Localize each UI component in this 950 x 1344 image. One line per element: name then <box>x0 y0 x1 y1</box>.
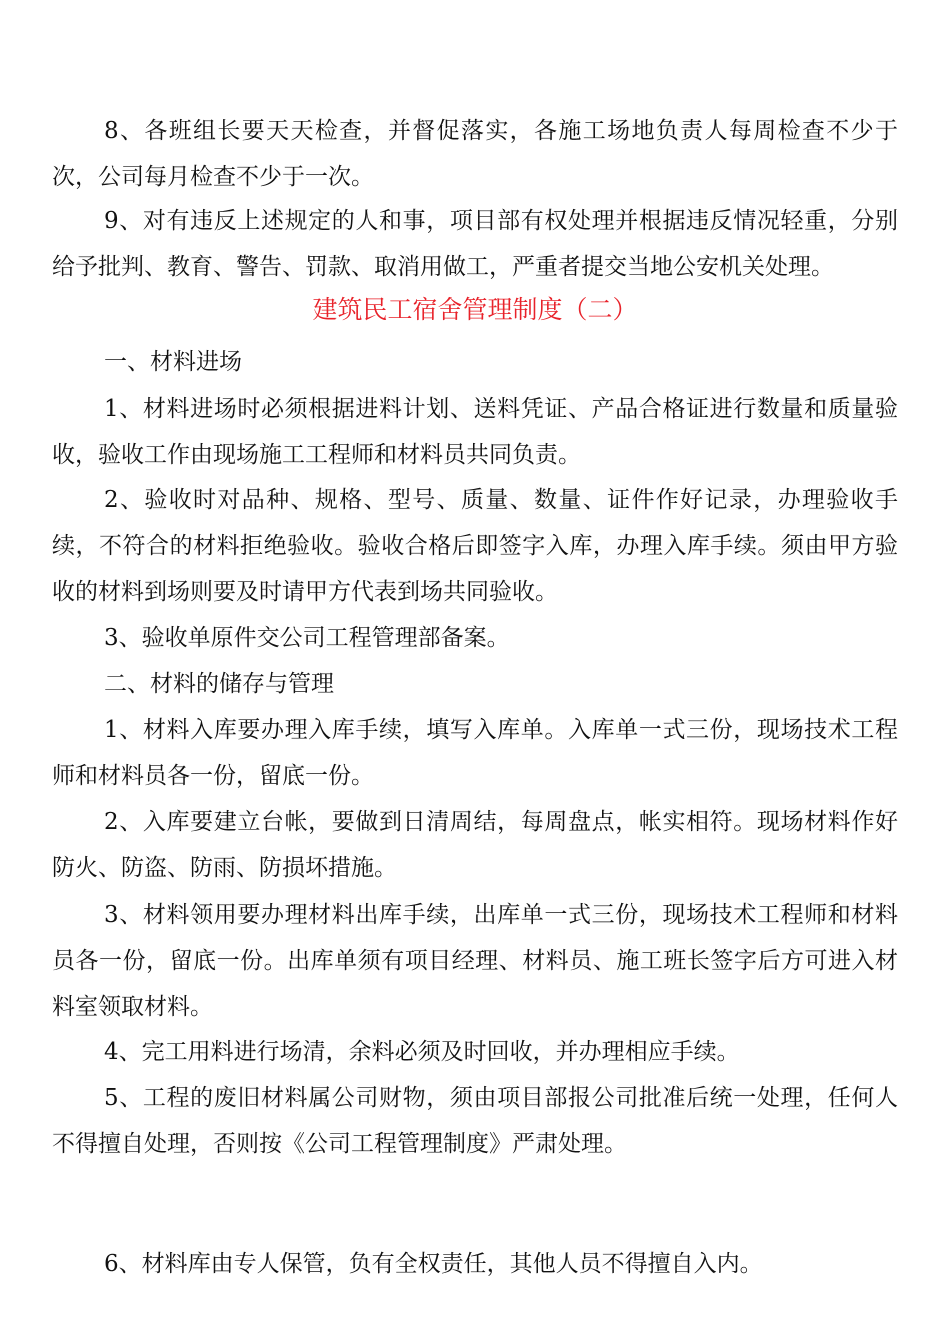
paragraph-item-9: 9、对有违反上述规定的人和事，项目部有权处理并根据违反情况轻重，分别给予批判、教育、警告、罚款、取消用做工，严重者提交当地公安机关处理。 <box>52 208 898 280</box>
section2-item-4: 4、完工用料进行场清，余料必须及时回收，并办理相应手续。 <box>104 1039 740 1065</box>
section2-item-2: 2、入库要建立台帐，要做到日清周结，每周盘点，帐实相符。现场材料作好防火、防盗、防雨、防损坏措施。 <box>52 809 898 881</box>
section2-item-3: 3、材料领用要办理材料出库手续，出库单一式三份，现场技术工程师和材料员各一份，留底一份。出库单须有项目经理、材料员、施工班长签字后方可进入材料室领取材料。 <box>52 902 898 1020</box>
document-title: 建筑民工宿舍管理制度（二） <box>312 295 638 324</box>
paragraph-item-8: 8、各班组长要天天检查，并督促落实，各施工场地负责人每周检查不少于次，公司每月检查不少于一次。 <box>52 118 898 190</box>
section1-item-2: 2、验收时对品种、规格、型号、质量、数量、证件作好记录，办理验收手续，不符合的材料拒绝验收。验收合格后即签字入库，办理入库手续。须由甲方验收的材料到场则要及时请甲方代表到场共同验收。 <box>52 487 898 605</box>
section-heading-material-entry: 一、材料进场 <box>104 349 242 375</box>
section2-item-1: 1、材料入库要办理入库手续，填写入库单。入库单一式三份，现场技术工程师和材料员各一份，留底一份。 <box>52 717 898 789</box>
section2-item-5: 5、工程的废旧材料属公司财物，须由项目部报公司批准后统一处理，任何人不得擅自处理，否则按《公司工程管理制度》严肃处理。 <box>52 1085 898 1157</box>
section2-item-6: 6、材料库由专人保管，负有全权责任，其他人员不得擅自入内。 <box>104 1251 763 1277</box>
section1-item-1: 1、材料进场时必须根据进料计划、送料凭证、产品合格证进行数量和质量验收，验收工作由现场施工工程师和材料员共同负责。 <box>52 396 898 468</box>
section1-item-3: 3、验收单原件交公司工程管理部备案。 <box>104 625 510 651</box>
section-heading-storage: 二、材料的储存与管理 <box>104 671 334 697</box>
